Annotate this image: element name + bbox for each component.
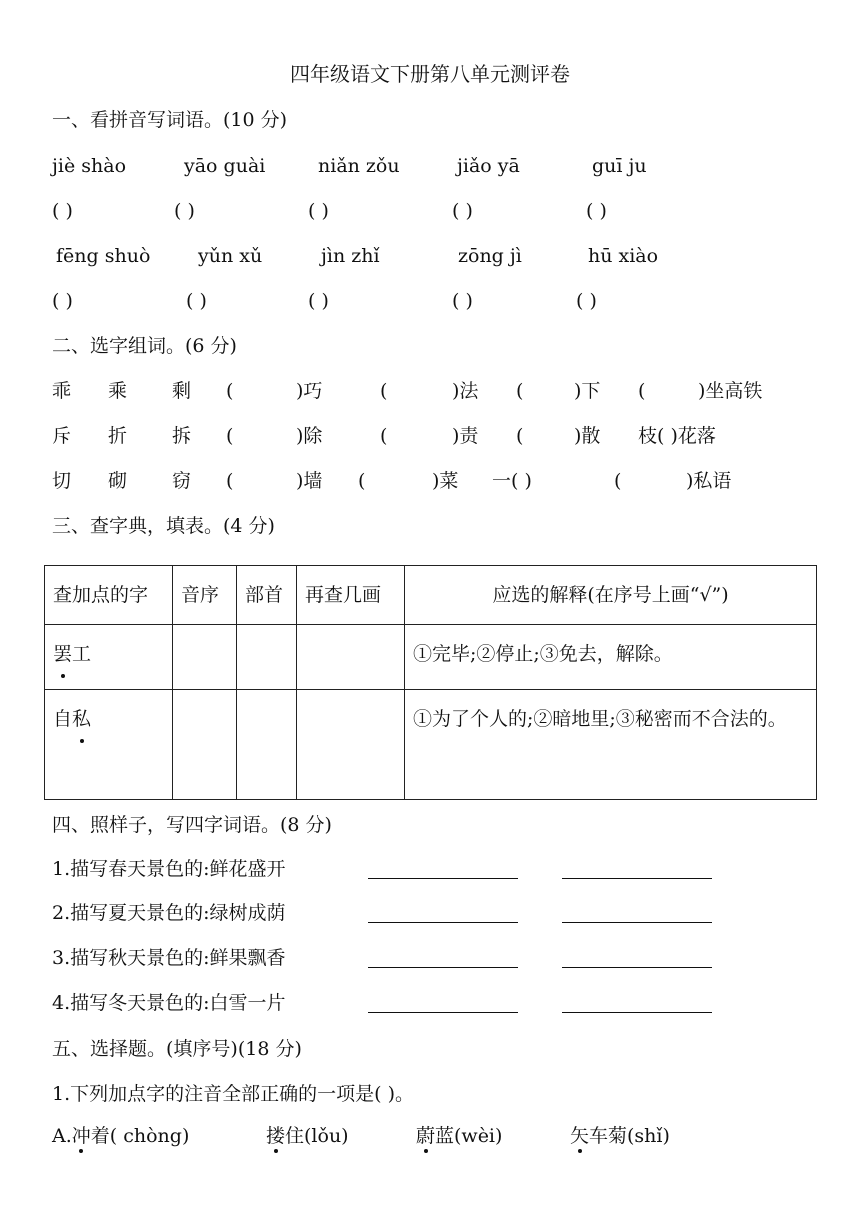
word-suffix: )坐高铁: [698, 380, 763, 402]
pinyin-1: jiè shào: [52, 155, 127, 177]
blank-open[interactable]: (: [380, 425, 388, 447]
option-a-3: 蔚蓝(wèi): [416, 1125, 503, 1147]
col-header-radical: 部首: [237, 566, 297, 625]
word-suffix: )下: [574, 380, 601, 402]
char-option: 砌: [108, 470, 128, 492]
option-a-4: 矢车菊(shǐ): [570, 1125, 670, 1147]
section5-heading: 五、选择题。(填序号)(18 分): [52, 1038, 302, 1060]
char-option: 斥: [52, 425, 72, 447]
word-suffix: )巧: [296, 380, 323, 402]
answer-line[interactable]: [562, 878, 712, 879]
blank-open[interactable]: (: [516, 380, 524, 402]
table-row: [45, 625, 817, 690]
index-cell[interactable]: [173, 690, 237, 800]
pinyin-5: guī ju: [592, 155, 647, 177]
example-item-2: 2.描写夏天景色的:绿树成荫: [52, 902, 286, 924]
section1-heading: 一、看拼音写词语。(10 分): [52, 109, 288, 131]
page-title: 四年级语文下册第八单元测评卷: [290, 62, 570, 86]
col-header-index: 音序: [173, 566, 237, 625]
word-suffix: )墙: [296, 470, 323, 492]
section2-heading: 二、选字组词。(6 分): [52, 335, 237, 357]
pinyin-6: fēng shuò: [56, 245, 151, 267]
pinyin-2: yāo guài: [184, 155, 266, 177]
example-item-4: 4.描写冬天景色的:白雪一片: [52, 992, 286, 1014]
answer-paren-10[interactable]: ( ): [576, 290, 597, 312]
table-row: [45, 690, 817, 800]
answer-paren-7[interactable]: ( ): [186, 290, 207, 312]
answer-line[interactable]: [562, 1012, 712, 1013]
section3-heading: 三、查字典，填表。(4 分): [52, 515, 275, 537]
radical-cell[interactable]: [237, 690, 297, 800]
blank-open[interactable]: (: [614, 470, 622, 492]
blank-open[interactable]: (: [226, 470, 234, 492]
blank-open[interactable]: (: [226, 380, 234, 402]
word-suffix: )法: [452, 380, 479, 402]
blank-open[interactable]: (: [226, 425, 234, 447]
option-a-1: A.冲着( chòng): [52, 1125, 190, 1147]
strokes-cell[interactable]: [297, 690, 405, 800]
col-header-meaning: 应选的解释(在序号上画“√”): [405, 566, 817, 625]
char-option: 切: [52, 470, 72, 492]
word-cell: 自私: [45, 690, 173, 800]
answer-line[interactable]: [368, 922, 518, 923]
dotted-char: 私: [72, 700, 91, 738]
col-header-strokes: 再查几画: [297, 566, 405, 625]
answer-line[interactable]: [562, 922, 712, 923]
blank-open[interactable]: (: [516, 425, 524, 447]
blank-open[interactable]: (: [358, 470, 366, 492]
answer-paren-9[interactable]: ( ): [452, 290, 473, 312]
answer-line[interactable]: [368, 967, 518, 968]
answer-line[interactable]: [368, 878, 518, 879]
section4-heading: 四、照样子，写四字词语。(8 分): [52, 814, 332, 836]
pinyin-8: jìn zhǐ: [321, 245, 380, 267]
blank-open[interactable]: )私语: [686, 470, 732, 492]
answer-paren-4[interactable]: ( ): [452, 200, 473, 222]
pinyin-7: yǔn xǔ: [198, 245, 263, 267]
char-option: 折: [108, 425, 128, 447]
pinyin-3: niǎn zǒu: [318, 155, 400, 177]
answer-paren-8[interactable]: ( ): [308, 290, 329, 312]
char-option: 乖: [52, 380, 72, 402]
question-1: 1.下列加点字的注音全部正确的一项是( )。: [52, 1083, 414, 1105]
dotted-char: 蔚: [416, 1125, 436, 1147]
answer-paren-2[interactable]: ( ): [174, 200, 195, 222]
char-option: 剩: [172, 380, 192, 402]
example-item-1: 1.描写春天景色的:鲜花盛开: [52, 858, 286, 880]
dictionary-table: [44, 565, 817, 800]
word-suffix: )责: [452, 425, 479, 447]
char-option: 拆: [172, 425, 192, 447]
word-suffix: 一( ): [492, 470, 532, 492]
word-cell: 罢工: [45, 625, 173, 690]
pinyin-9: zōng jì: [458, 245, 522, 267]
answer-paren-1[interactable]: ( ): [52, 200, 73, 222]
word-suffix: 枝( )花落: [638, 425, 716, 447]
radical-cell[interactable]: [237, 625, 297, 690]
word-suffix: )菜: [432, 470, 459, 492]
word-suffix: )除: [296, 425, 323, 447]
example-item-3: 3.描写秋天景色的:鲜果飘香: [52, 947, 286, 969]
option-a-2: 搂住(lǒu): [266, 1125, 349, 1147]
pinyin-4: jiǎo yā: [457, 155, 520, 177]
dotted-char: 矢: [570, 1125, 590, 1147]
answer-paren-5[interactable]: ( ): [586, 200, 607, 222]
answer-line[interactable]: [368, 1012, 518, 1013]
dotted-char: 罢: [53, 635, 72, 673]
char-option: 窃: [172, 470, 192, 492]
word-suffix: )散: [574, 425, 601, 447]
strokes-cell[interactable]: [297, 625, 405, 690]
dotted-char: 冲: [71, 1125, 91, 1147]
answer-paren-3[interactable]: ( ): [308, 200, 329, 222]
table-header-row: [45, 566, 817, 625]
blank-open[interactable]: (: [638, 380, 646, 402]
col-header-word: 查加点的字: [45, 566, 173, 625]
meaning-cell[interactable]: ①完毕;②停止;③免去，解除。: [405, 625, 817, 690]
meaning-cell[interactable]: ①为了个人的;②暗地里;③秘密而不合法的。: [405, 690, 817, 800]
answer-line[interactable]: [562, 967, 712, 968]
blank-open[interactable]: (: [380, 380, 388, 402]
pinyin-10: hū xiào: [588, 245, 659, 267]
answer-paren-6[interactable]: ( ): [52, 290, 73, 312]
char-option: 乘: [108, 380, 128, 402]
dotted-char: 搂: [266, 1125, 286, 1147]
index-cell[interactable]: [173, 625, 237, 690]
